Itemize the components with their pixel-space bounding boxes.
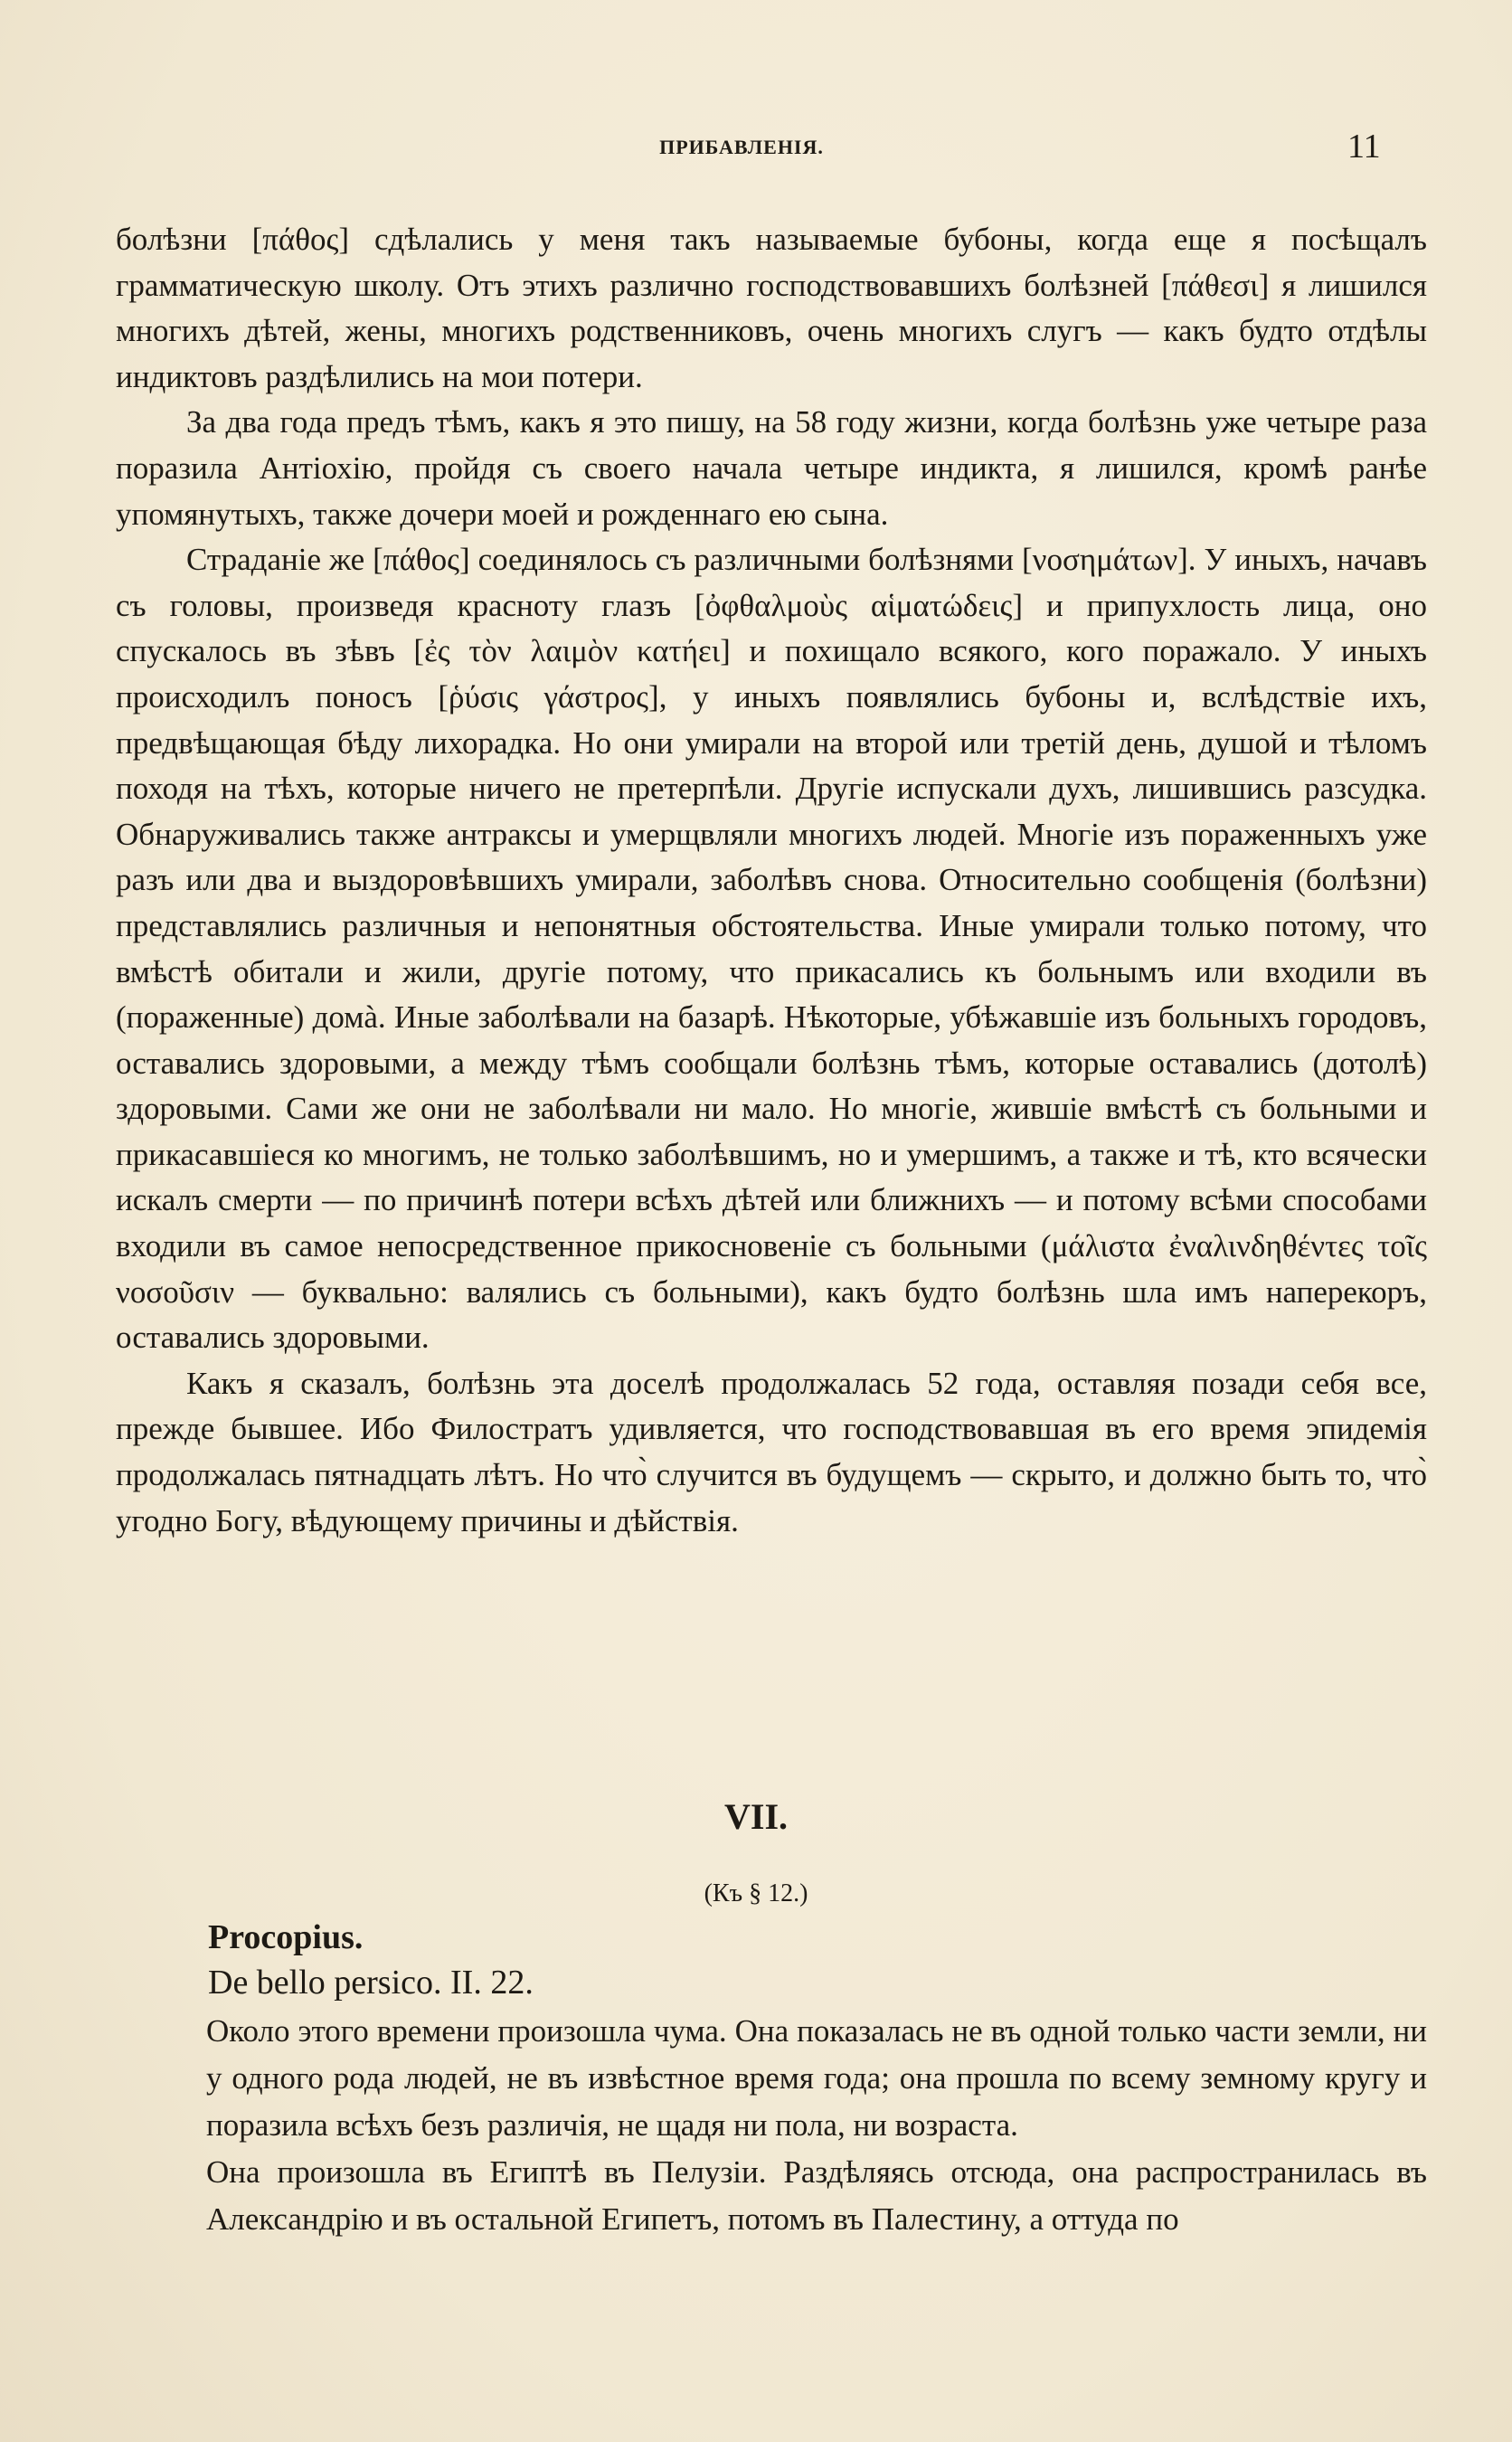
main-text-block — [116, 217, 1427, 1544]
section-number: VII. — [723, 1796, 789, 1837]
page-header — [0, 127, 1512, 166]
paragraph: болѣзни [πάθος] сдѣлались у меня такъ называемые бубоны, когда еще я посѣщалъ грамматическую школу. Отъ этихъ различно господствовавшихъ болѣзней [πάθεσι] я лишился многихъ дѣтей, жены, многихъ родственниковъ, очень многихъ слугъ — какъ будто отдѣлы индиктовъ раздѣлились на мои потери. — [116, 222, 1427, 394]
source-author: Procopius. — [208, 1918, 364, 1956]
running-title: ПРИБАВЛЕНІЯ. — [659, 136, 824, 158]
paragraph: За два года предъ тѣмъ, какъ я это пишу, на 58 году жизни, когда болѣзнь уже четыре раза поразила Антіохію, пройдя съ своего начала четыре индикта, я лишился, кромѣ ранѣе упомянутыхъ, также дочери моей и рожденнаго ею сына. — [116, 404, 1427, 532]
page-number: 11 — [1347, 128, 1381, 166]
paragraph: Какъ я сказалъ, болѣзнь эта доселѣ продолжалась 52 года, оставляя позади себя все, прежде бывшее. Ибо Филостратъ удивляется, что господствовавшая въ его время эпидемія продолжалась пятнадцать лѣтъ. Но что̀ случится въ будущемъ — скрыто, и должно быть то, что̀ угодно Богу, вѣдующему причины и дѣйствія. — [116, 1365, 1427, 1538]
paragraph: Она произошла въ Египтѣ въ Пелузіи. Раздѣляясь отсюда, она распространилась въ Александрію и въ остальной Египетъ, потомъ въ Палестину, а оттуда по — [206, 2154, 1427, 2237]
paragraph: Страданіе же [πάθος] соединялось съ различными болѣзнями [νοσημάτων]. У иныхъ, начавъ съ головы, произведя красноту глазъ [ὀφθαλμοὺς αἱματώδεις] и припухлость лица, оно спускалось въ зѣвъ [ἐς τὸν λαιμὸν κατήει] и похищало всякого, кого поражало. У иныхъ происходилъ поносъ [ῥύσις γάστρος], у иныхъ появлялись бубоны и, вслѣдствіе ихъ, предвѣщающая бѣду лихорадка. Но они умирали на второй или третій день, душой и тѣломъ походя на тѣхъ, которые ничего не претерпѣли. Другіе испускали духъ, лишившись разсудка. Обнаруживались также антраксы и умерщвляли многихъ людей. Многіе изъ пораженныхъ уже разъ или два и выздоровѣвшихъ умирали, заболѣвъ снова. Относительно сообщенія (болѣзни) представлялись различныя и непонятныя обстоятельства. Иные умирали только потому, что вмѣстѣ обитали и жили, другіе потому, что прикасались къ больнымъ или входили въ (пораженные) домà. Иные заболѣвали на базарѣ. Нѣкоторые, убѣжавшіе изъ больныхъ городовъ, оставались здоровыми, а между тѣмъ сообщали болѣзнь тѣмъ, которые оставались (дотолѣ) здоровыми. Сами же они не заболѣвали ни мало. Но многіе, жившіе вмѣстѣ съ больными и прикасавшіеся ко многимъ, не только заболѣвшимъ, но и умершимъ, а также и тѣ, кто всячески искалъ смерти — по причинѣ потери всѣхъ дѣтей или ближнихъ — и потому всѣми способами входили въ самое непосредственное прикосновеніе съ больными (μάλιστα ἐναλινδηθέντες τοῖς νοσοῦσιν — буквально: валялись съ больными), какъ будто болѣзнь шла имъ наперекоръ, оставались здоровыми. — [116, 542, 1427, 1356]
paragraph: Около этого времени произошла чума. Она показалась не въ одной только части земли, ни у одного рода людей, не въ извѣстное время года; она прошла по всему земному кругу и поразила всѣхъ безъ различія, не щадя ни пола, ни возраста. — [206, 2013, 1427, 2143]
second-text-block — [206, 2008, 1427, 2243]
source-work-title: De bello persico. II. 22. — [208, 1964, 534, 2002]
section-reference: (Къ § 12.) — [704, 1879, 808, 1907]
